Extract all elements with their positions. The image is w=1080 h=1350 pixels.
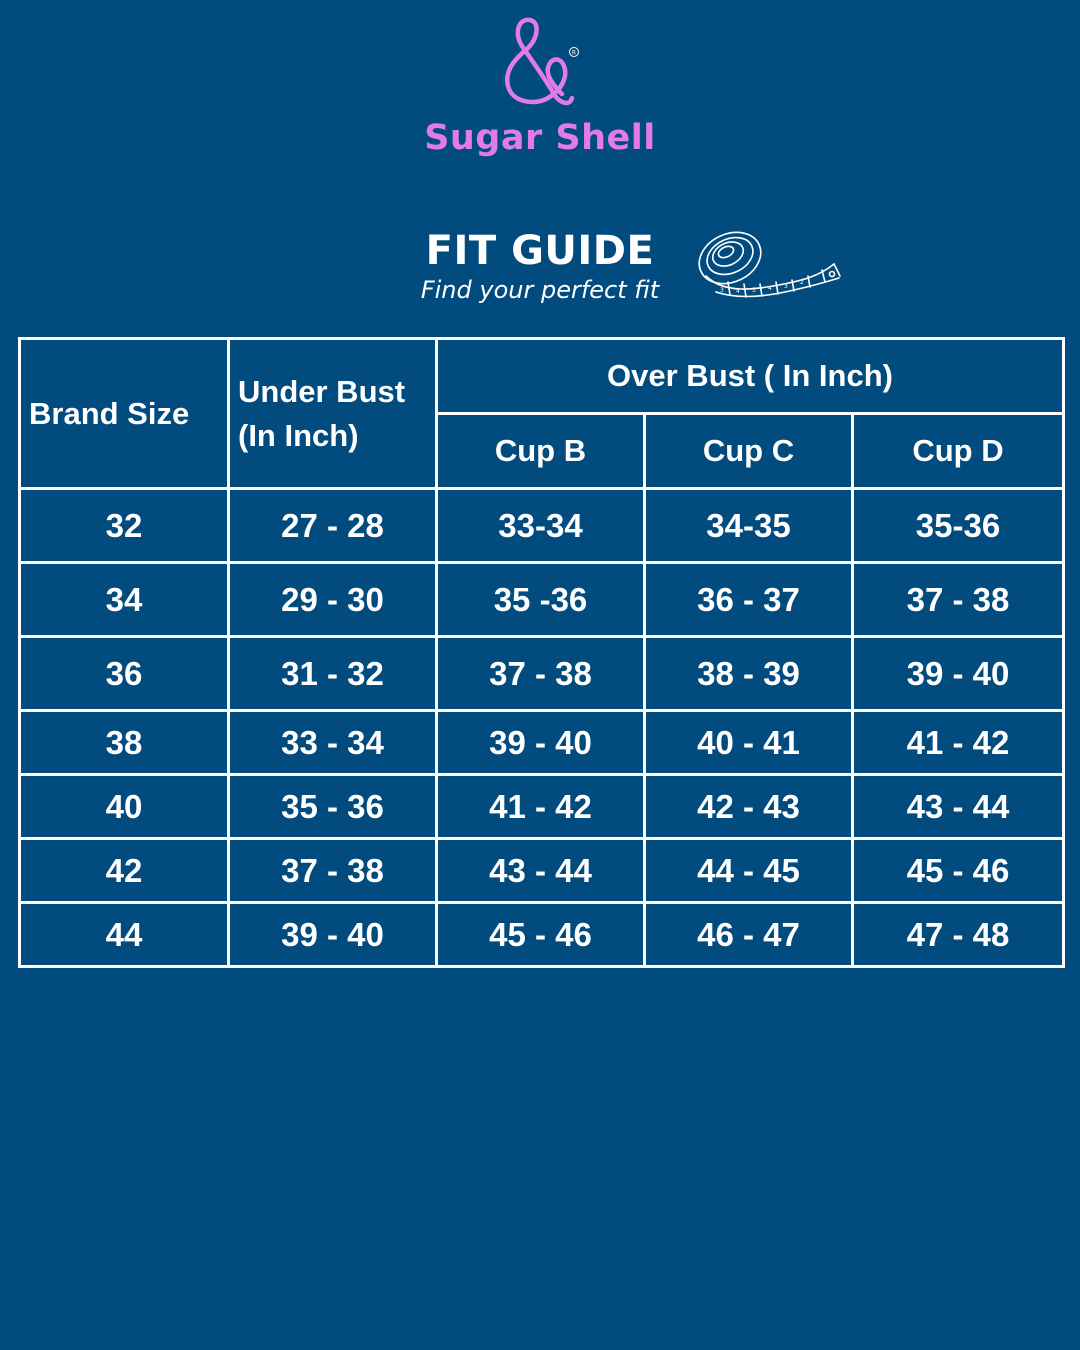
- cell-under-bust: 39 - 40: [229, 903, 437, 967]
- cell-cup-d: 39 - 40: [853, 637, 1064, 711]
- header-cup-c: Cup C: [645, 414, 853, 489]
- cell-brand-size: 32: [20, 489, 229, 563]
- brand-logo: [0, 14, 1080, 114]
- cell-cup-d: 41 - 42: [853, 711, 1064, 775]
- cell-brand-size: 34: [20, 563, 229, 637]
- cell-brand-size: 40: [20, 775, 229, 839]
- cell-under-bust: 31 - 32: [229, 637, 437, 711]
- cell-cup-c: 36 - 37: [645, 563, 853, 637]
- cell-under-bust: 35 - 36: [229, 775, 437, 839]
- cell-brand-size: 44: [20, 903, 229, 967]
- cell-cup-d: 47 - 48: [853, 903, 1064, 967]
- svg-text:4: 4: [736, 288, 740, 295]
- brand-name: Sugar Shell: [424, 118, 656, 158]
- cell-brand-size: 42: [20, 839, 229, 903]
- cell-cup-b: 45 - 46: [437, 903, 645, 967]
- header-cup-b: Cup B: [437, 414, 645, 489]
- cell-brand-size: 36: [20, 637, 229, 711]
- svg-text:2: 2: [800, 279, 804, 286]
- cell-under-bust: 29 - 30: [229, 563, 437, 637]
- cell-cup-c: 38 - 39: [645, 637, 853, 711]
- cell-cup-c: 40 - 41: [645, 711, 853, 775]
- cell-cup-b: 33-34: [437, 489, 645, 563]
- header-under-bust: [229, 339, 437, 489]
- table-row: [20, 711, 1064, 775]
- cell-cup-c: 44 - 45: [645, 839, 853, 903]
- cell-cup-d: 37 - 38: [853, 563, 1064, 637]
- cell-cup-d: 45 - 46: [853, 839, 1064, 903]
- table-row: [20, 903, 1064, 967]
- cell-under-bust: 33 - 34: [229, 711, 437, 775]
- header-brand-size: Brand Size: [20, 339, 229, 489]
- cell-cup-b: 43 - 44: [437, 839, 645, 903]
- cell-cup-c: 42 - 43: [645, 775, 853, 839]
- table-row: [20, 637, 1064, 711]
- page-title: FIT GUIDE: [425, 228, 655, 274]
- cell-cup-c: 46 - 47: [645, 903, 853, 967]
- table-row: [20, 839, 1064, 903]
- header-cup-d: Cup D: [853, 414, 1064, 489]
- page-subtitle: Find your perfect fit: [420, 276, 660, 304]
- cell-cup-b: 35 -36: [437, 563, 645, 637]
- table-header-row: [20, 339, 1064, 414]
- table-row: [20, 775, 1064, 839]
- cell-under-bust: 37 - 38: [229, 839, 437, 903]
- cell-cup-d: 35-36: [853, 489, 1064, 563]
- svg-text:3: 3: [784, 283, 788, 290]
- svg-text:4: 4: [768, 285, 772, 292]
- fit-guide-table: [18, 337, 1065, 968]
- cell-cup-b: 37 - 38: [437, 637, 645, 711]
- cell-brand-size: 38: [20, 711, 229, 775]
- table-row: [20, 489, 1064, 563]
- cell-under-bust: 27 - 28: [229, 489, 437, 563]
- cell-cup-b: 41 - 42: [437, 775, 645, 839]
- measuring-tape-icon: [694, 224, 844, 304]
- cell-cup-d: 43 - 44: [853, 775, 1064, 839]
- ampersand-loop-logo-icon: [490, 14, 590, 114]
- cell-cup-c: 34-35: [645, 489, 853, 563]
- cell-cup-b: 39 - 40: [437, 711, 645, 775]
- svg-text:5: 5: [752, 287, 756, 294]
- svg-text:3: 3: [720, 287, 724, 294]
- header-over-bust: Over Bust ( In Inch): [437, 339, 1064, 414]
- header-under-bust-line2: (In Inch): [238, 417, 359, 453]
- svg-text:R: R: [571, 49, 577, 57]
- table-row: [20, 563, 1064, 637]
- header-under-bust-line1: Under Bust: [238, 373, 406, 409]
